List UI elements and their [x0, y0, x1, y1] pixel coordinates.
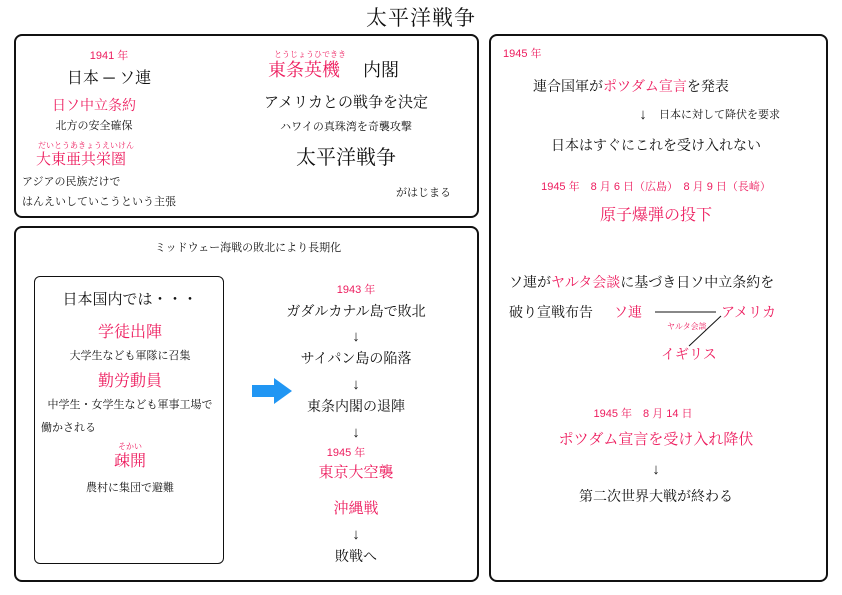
- label-soviet-pre: ソ連が: [509, 274, 551, 290]
- label-pacific-war: 太平洋戦争: [296, 147, 396, 169]
- label-year-1943: 1943 年: [336, 284, 376, 296]
- label-kinro-desc1: 中学生・女学生なども軍事工場で: [47, 399, 213, 411]
- panel-wartime-japan: [14, 226, 479, 582]
- label-north-security: 北方の安全確保: [55, 120, 133, 132]
- label-kinro-desc2: 働かされる: [41, 422, 96, 434]
- blue-arrow-icon: [252, 378, 292, 404]
- label-sokai: 疎開: [113, 453, 147, 470]
- label-asia-line2: はんえいしていこうという主張: [22, 196, 176, 208]
- panel-prewar: [14, 34, 479, 218]
- label-tojo-hideki: 東条英機: [268, 60, 340, 80]
- label-potsdam-declaration-line: [533, 78, 729, 95]
- arrow-down-icon-1: ↓: [352, 328, 360, 345]
- label-gakuto-shutsujin: 学徒出陣: [97, 324, 163, 341]
- label-year-1941: 1941 年: [89, 50, 129, 62]
- label-surrender-demand: 日本に対して降伏を要求: [659, 109, 780, 121]
- label-accept-potsdam: ポツダム宣言を受け入れ降伏: [558, 431, 754, 448]
- label-japan-soviet: 日本 ─ ソ連: [66, 70, 152, 87]
- label-kinro-doin: 勤労動員: [97, 373, 163, 390]
- node-uk: イギリス: [661, 346, 717, 362]
- label-cabinet: 内閣: [363, 60, 399, 80]
- arrow-down-icon-c1: ↓: [639, 106, 647, 123]
- panel-war-end: [489, 34, 828, 582]
- label-not-accept: 日本はすぐにこれを受け入れない: [551, 137, 761, 153]
- label-sokai-desc: 農村に集団で避難: [86, 482, 174, 494]
- label-guadalcanal: ガダルカナル島で敗北: [286, 303, 426, 319]
- label-neutrality-treaty: 日ソ中立条約: [52, 97, 136, 113]
- label-year-1945-c: 1945 年: [503, 48, 542, 60]
- label-decide-war-us: アメリカとの戦争を決定: [264, 94, 428, 111]
- label-gakuto-desc: 大学生なども軍隊に召集: [69, 350, 191, 362]
- label-begins: がはじまる: [396, 187, 451, 199]
- label-year-1945-b: 1945 年: [326, 447, 366, 459]
- ruby-sokai: そかい: [118, 442, 142, 451]
- label-potsdam-pre: 連合国軍が: [533, 78, 603, 94]
- panel-domestic-japan: [34, 276, 224, 564]
- node-soviet: ソ連: [614, 304, 642, 320]
- label-tojo-resign: 東条内閣の退陣: [307, 398, 405, 414]
- node-usa: アメリカ: [721, 304, 777, 320]
- label-pearl-harbor: ハワイの真珠湾を奇襲攻撃: [280, 121, 412, 133]
- ruby-greater-east-asia: だいとうあきょうえいけん: [38, 141, 134, 150]
- label-tokyo-air-raid: 東京大空襲: [318, 464, 394, 481]
- label-toward-defeat: 敗戦へ: [335, 548, 377, 564]
- label-midway: ミッドウェー海戦の敗北により長期化: [154, 242, 342, 254]
- label-soviet-yalta-line1: [509, 274, 774, 291]
- label-yalta-conference: ヤルタ会談: [551, 274, 621, 290]
- label-asia-line1: アジアの民族だけで: [22, 176, 121, 188]
- label-ww2-end: 第二次世界大戦が終わる: [579, 488, 733, 504]
- page-title: 太平洋戦争: [366, 7, 476, 30]
- label-saipan: サイパン島の陥落: [300, 350, 412, 366]
- label-okinawa-battle: 沖縄戦: [333, 500, 379, 517]
- arrow-down-icon-3: ↓: [352, 424, 360, 441]
- label-potsdam-post: を発表: [686, 78, 729, 94]
- arrow-down-icon-c2: ↓: [652, 461, 660, 478]
- label-atomic-dates: 1945 年 8 月 6 日（広島） 8 月 9 日（長崎）: [541, 181, 771, 193]
- label-atomic-bomb: 原子爆弾の投下: [599, 207, 713, 224]
- label-soviet-post: に基づき日ソ中立条約を: [620, 274, 775, 290]
- label-potsdam-red: ポツダム宣言: [603, 78, 687, 94]
- label-greater-east-asia: 大東亜共栄圏: [36, 151, 127, 168]
- ruby-tojo: とうじょうひできき: [274, 50, 346, 59]
- arrow-down-icon-4: ↓: [352, 526, 360, 543]
- label-date-aug14: 1945 年 8 月 14 日: [593, 408, 693, 420]
- arrow-down-icon-2: ↓: [352, 376, 360, 393]
- label-domestic-heading: 日本国内では・・・: [62, 291, 198, 308]
- label-yalta-small: ヤルタ会談: [667, 322, 707, 331]
- label-soviet-declare-war: 破り宣戦布告: [509, 304, 593, 320]
